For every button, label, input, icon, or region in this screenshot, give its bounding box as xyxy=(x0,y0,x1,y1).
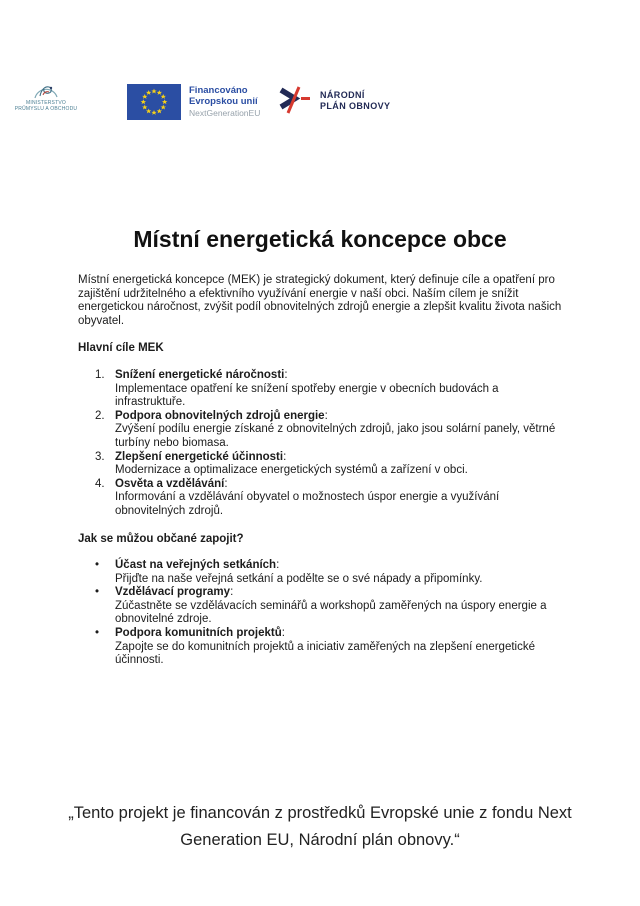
list-item xyxy=(95,586,567,627)
item-description: Přijďte na naše veřejná setkání a podělte se o své nápady a připomínky. xyxy=(115,572,483,585)
list-item xyxy=(95,369,567,410)
npo-logo-icon xyxy=(279,86,311,114)
ministry-line2: PRŮMYSLU A OBCHODU xyxy=(14,106,78,112)
eu-funding-line3: NextGenerationEU xyxy=(189,108,261,118)
bullet-icon: • xyxy=(95,559,100,572)
list-item xyxy=(95,627,567,668)
item-colon: : xyxy=(283,450,287,463)
item-title: Podpora komunitních projektů xyxy=(115,627,282,640)
item-description: Modernizace a optimalizace energetických systémů a zařízení v obci. xyxy=(115,464,468,477)
list-number: 4. xyxy=(95,477,105,490)
list-item xyxy=(95,559,567,586)
eu-flag-icon xyxy=(127,84,181,120)
document-body xyxy=(78,274,567,682)
item-title: Účast na veřejných setkáních xyxy=(115,559,277,572)
item-title: Zlepšení energetické účinnosti xyxy=(115,450,284,463)
list-item xyxy=(95,478,567,519)
item-colon: : xyxy=(224,477,228,490)
bullet-icon: • xyxy=(95,586,100,599)
item-colon: : xyxy=(276,559,280,572)
bullet-icon: • xyxy=(95,627,100,640)
goals-heading: Hlavní cíle MEK xyxy=(78,342,164,355)
npo-line1: NÁRODNÍ xyxy=(320,90,365,100)
item-title: Osvěta a vzdělávání xyxy=(115,477,225,490)
eu-funding-logo xyxy=(127,84,260,120)
participation-heading: Jak se můžou občané zapojit? xyxy=(78,532,244,545)
item-description: Implementace opatření ke snížení spotřeby energie v obecních budovách a infrastruktuře. xyxy=(115,382,499,409)
eu-funding-line1: Financováno xyxy=(189,85,248,96)
eu-funding-line2: Evropskou unií xyxy=(189,96,258,107)
ministry-logo xyxy=(0,82,92,112)
list-number: 1. xyxy=(95,368,105,381)
item-description: Informování a vzdělávání obyvatel o možnostech úspor energie a využívání obnovitelných zdrojů. xyxy=(115,491,500,517)
item-colon: : xyxy=(230,586,234,599)
item-colon: : xyxy=(281,627,285,640)
list-item xyxy=(95,410,567,451)
participation-list xyxy=(78,559,567,668)
npo-line2: PLÁN OBNOVY xyxy=(320,101,391,111)
npo-text xyxy=(320,86,390,112)
header-logo-row xyxy=(0,82,640,128)
item-title: Vzdělávací programy xyxy=(115,586,231,599)
ministry-emblem-icon xyxy=(31,82,61,100)
item-colon: : xyxy=(284,368,288,381)
item-description: Zúčastněte se vzdělávacích seminářů a workshopů zaměřených na úspory energie a obnovitelné zdroje. xyxy=(115,599,547,626)
list-number: 2. xyxy=(95,409,105,422)
list-item xyxy=(95,451,567,478)
goals-list xyxy=(78,369,567,519)
item-description: Zvýšení podílu energie získané z obnovitelných zdrojů, jako jsou solární panely, větrné turbíny nebo biomasa. xyxy=(115,423,556,449)
eu-funding-text xyxy=(189,84,260,119)
ministry-line1: MINISTERSTVO xyxy=(26,100,66,106)
page-title: Místní energetická koncepce obce xyxy=(133,226,507,252)
item-title: Snížení energetické náročnosti xyxy=(115,368,285,381)
funding-quote: „Tento projekt je financován z prostředků Evropské unie z fondu Next Generation EU, Národní plán obnovy.“ xyxy=(68,804,572,849)
intro-paragraph: Místní energetická koncepce (MEK) je strategický dokument, který definuje cíle a opatření pro zajištění udržitelného a efektivního využívání energie v naší obci. Naším cílem je snížit energetickou náročnost, zvýšit podíl obnovitelných zdrojů energie a zlepšit kvalitu života našich obyvatel. xyxy=(78,274,562,327)
item-title: Podpora obnovitelných zdrojů energie xyxy=(115,409,325,422)
item-description: Zapojte se do komunitních projektů a iniciativ zaměřených na zlepšení energetické účinnosti. xyxy=(115,640,535,667)
ministry-text xyxy=(0,100,92,112)
item-colon: : xyxy=(324,409,328,422)
list-number: 3. xyxy=(95,450,105,463)
narodni-plan-obnovy-logo xyxy=(279,86,390,114)
